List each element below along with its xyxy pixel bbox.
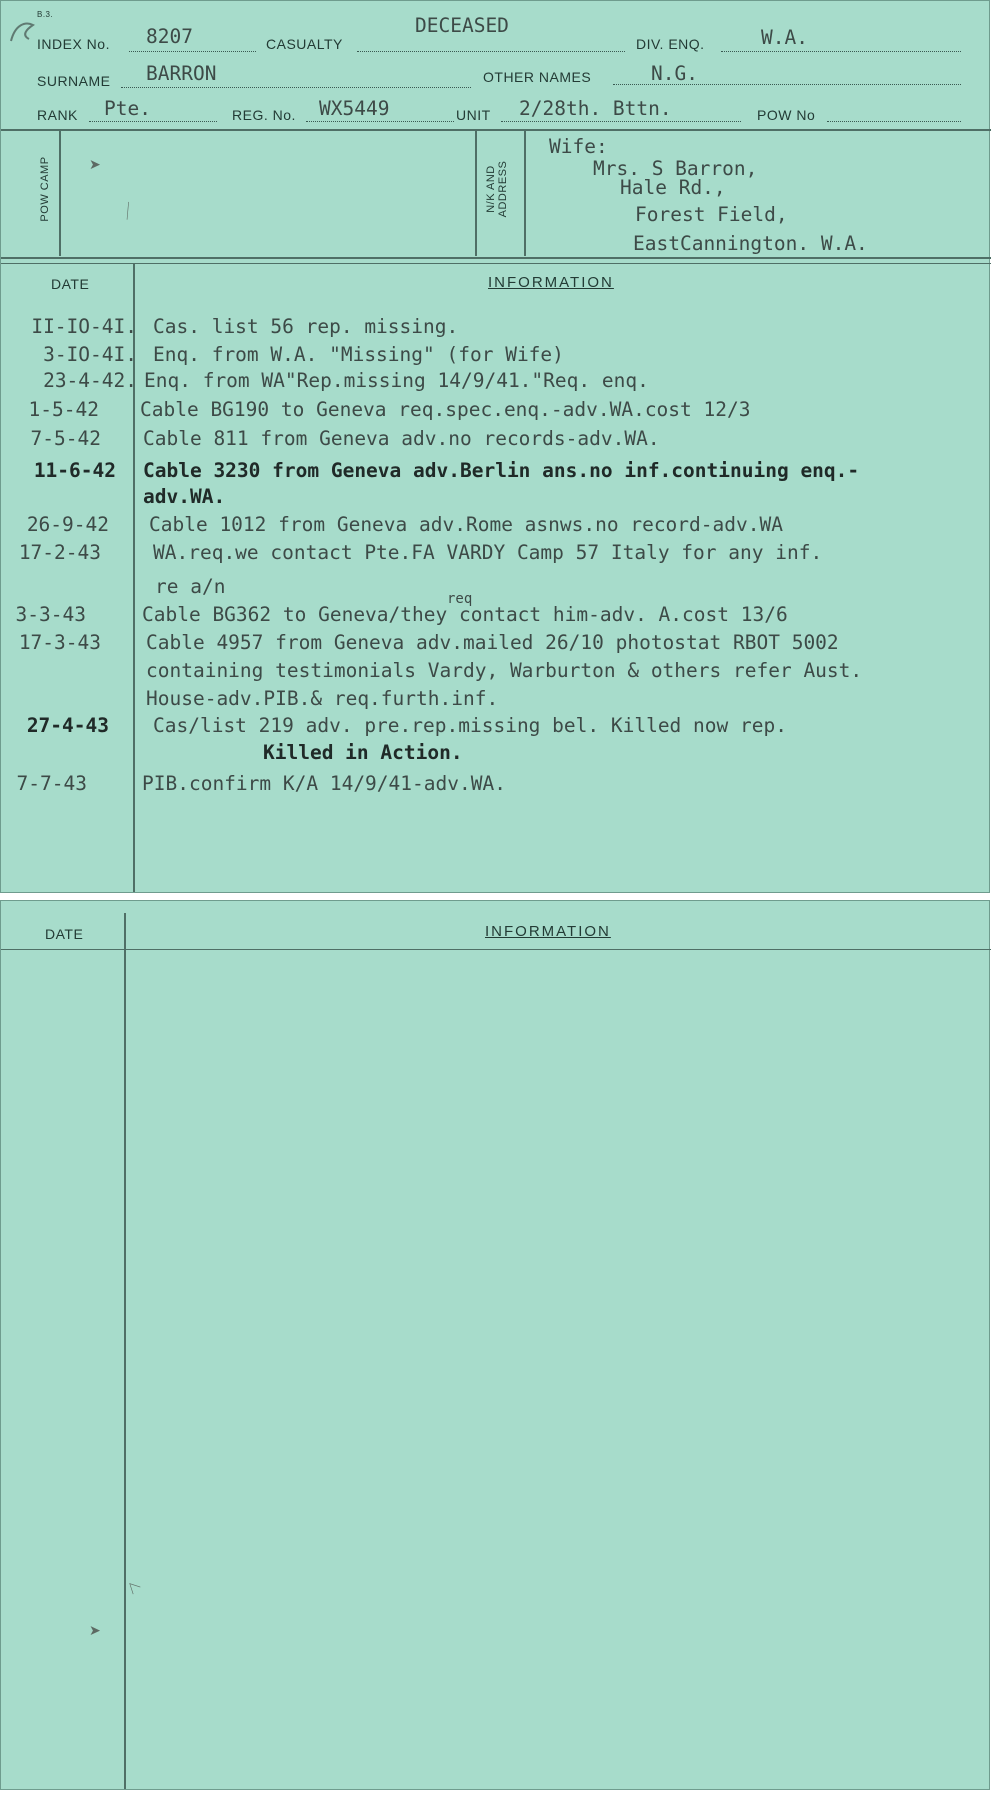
table-row: 23-4-42. Enq. from WA"Rep.missing 14/9/41."Req. enq. xyxy=(43,369,649,392)
div-enq-label: DIV. ENQ. xyxy=(636,36,705,52)
surname-value: BARRON xyxy=(146,62,217,85)
nk-address-label: N/K AND ADDRESS xyxy=(485,160,509,218)
back-header-divider xyxy=(1,949,991,950)
date-column-divider xyxy=(124,913,126,1789)
table-row: 3-3-43 Cable BG362 to Geneva/they contact him-adv. A.cost 13/6 xyxy=(15,603,788,626)
information-header: INFORMATION xyxy=(488,274,614,291)
casualty-label: CASUALTY xyxy=(266,36,343,52)
address-line-1: Wife: xyxy=(549,135,608,158)
other-names-label: OTHER NAMES xyxy=(483,69,592,85)
table-row: 7-7-43 PIB.confirm K/A 14/9/41-adv.WA. xyxy=(16,772,506,795)
header-divider xyxy=(1,129,991,131)
table-row: adv.WA. xyxy=(143,485,226,508)
pow-label: POW No xyxy=(757,107,816,123)
pencil-mark-icon: ／ xyxy=(118,201,140,223)
table-top-divider xyxy=(1,257,991,259)
table-row: 26-9-42 Cable 1012 from Geneva adv.Rome asnws.no record-adv.WA xyxy=(26,513,783,536)
table-row: containing testimonials Vardy, Warburton & others refer Aust. xyxy=(146,659,863,682)
table-row: 1-5-42 Cable BG190 to Geneva req.spec.enq.-adv.WA.cost 12/3 xyxy=(28,398,751,421)
reg-label: REG. No. xyxy=(232,107,296,123)
date-header: DATE xyxy=(51,276,90,292)
rank-value: Pte. xyxy=(104,97,151,120)
insertion-note: req xyxy=(447,591,473,607)
table-row: 11-6-42 Cable 3230 from Geneva adv.Berlin ans.no inf.continuing enq.- xyxy=(33,459,860,482)
date-header: DATE xyxy=(45,926,84,942)
other-names-value: N.G. xyxy=(651,62,698,85)
address-line-5: EastCannington. W.A. xyxy=(633,232,868,255)
reg-value: WX5449 xyxy=(319,97,390,120)
table-row: 3-IO-4I. Enq. from W.A. "Missing" (for Wife) xyxy=(43,343,564,366)
unit-value: 2/28th. Bttn. xyxy=(519,97,672,120)
table-row: 27-4-43 Cas/list 219 adv. pre.rep.missing bel. Killed now rep. xyxy=(26,714,787,737)
card-front xyxy=(0,0,990,893)
pencil-mark-icon: ➤ xyxy=(89,158,101,173)
table-row: II-IO-4I. Cas. list 56 rep. missing. xyxy=(31,315,459,338)
table-row: Killed in Action. xyxy=(263,741,463,764)
pencil-mark-icon: ➤ xyxy=(89,1624,101,1639)
table-row: 17-2-43 WA.req.we contact Pte.FA VARDY Camp 57 Italy for any inf. xyxy=(18,541,823,564)
card-back xyxy=(0,900,990,1790)
index-value: 8207 xyxy=(146,25,193,48)
information-header: INFORMATION xyxy=(485,923,611,940)
address-line-2: Mrs. S Barron, xyxy=(593,157,758,180)
pow-camp-label: POW CAMP xyxy=(39,156,51,222)
div-enq-value: W.A. xyxy=(761,26,808,49)
rank-label: RANK xyxy=(37,107,78,123)
table-row: 17-3-43 Cable 4957 from Geneva adv.mailed 26/10 photostat RBOT 5002 xyxy=(18,631,839,654)
index-label: INDEX No. xyxy=(37,36,110,52)
table-row: re a/n xyxy=(155,575,226,598)
address-line-4: Forest Field, xyxy=(635,203,788,226)
unit-label: UNIT xyxy=(456,107,491,123)
table-row: House-adv.PIB.& req.furth.inf. xyxy=(146,687,499,710)
surname-label: SURNAME xyxy=(37,73,111,89)
corner-scribble-icon xyxy=(7,15,41,49)
pencil-mark-icon: ＜ xyxy=(121,1577,143,1599)
table-row: 7-5-42 Cable 811 from Geneva adv.no records-adv.WA. xyxy=(30,427,660,450)
address-line-3: Hale Rd., xyxy=(620,176,726,199)
form-code: B.3. xyxy=(37,10,54,19)
casualty-value: DECEASED xyxy=(415,14,509,37)
